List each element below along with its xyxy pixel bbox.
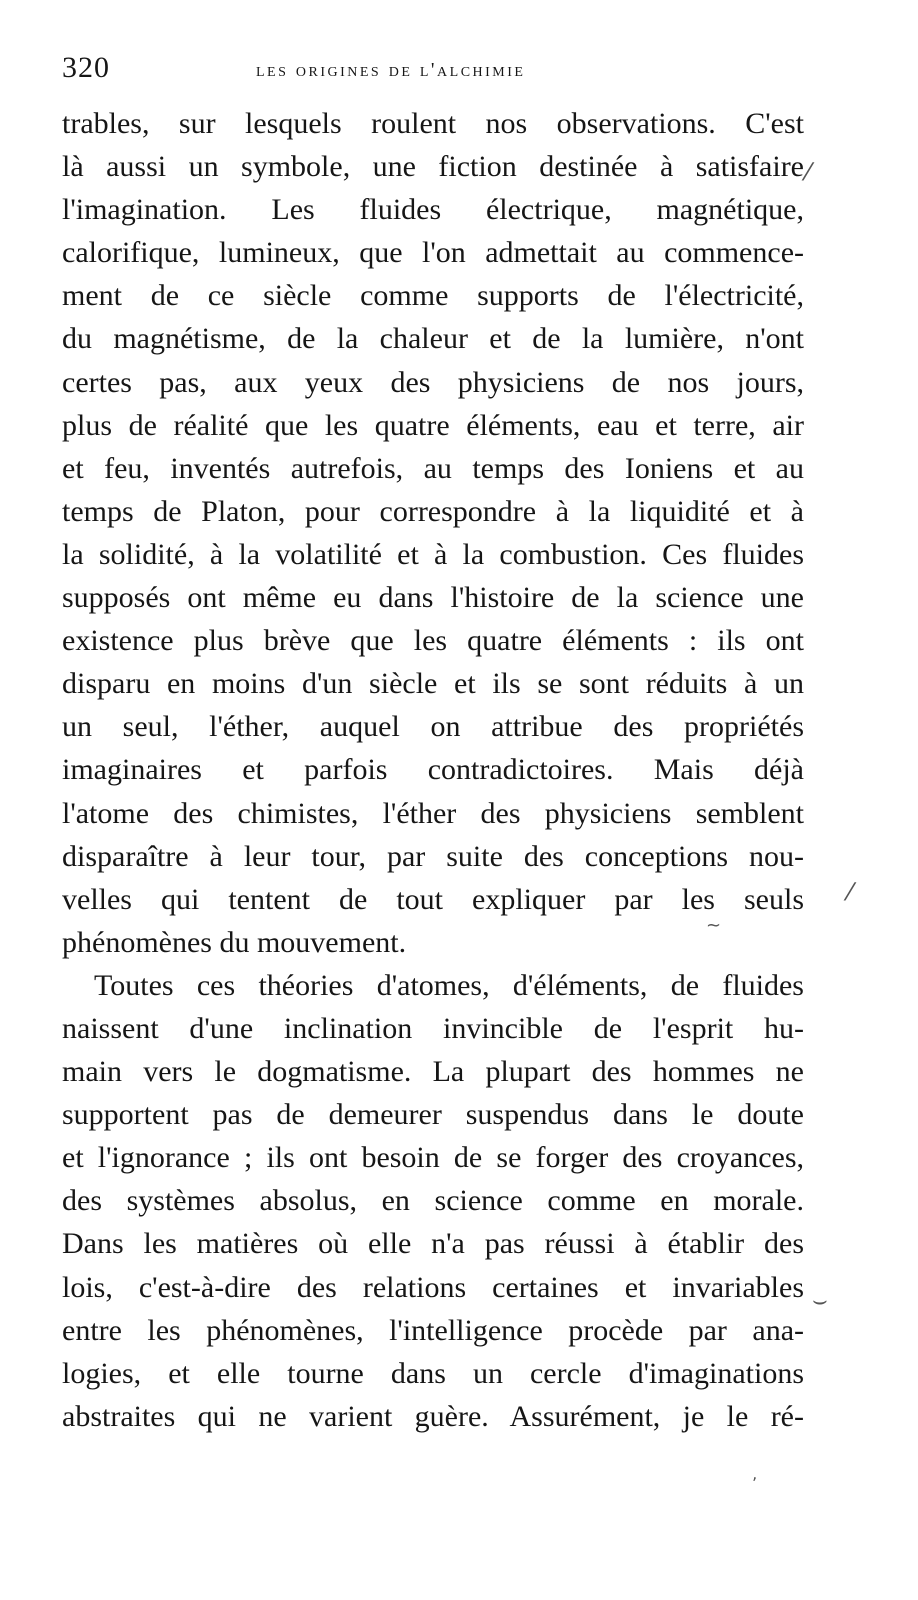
text-line: main vers le dogmatisme. La plupart des hommes ne (62, 1055, 804, 1089)
text-line: l'imagination. Les fluides électrique, magnétique, (62, 193, 804, 227)
text-line: disparu en moins d'un siècle et ils se sont réduits à un (62, 667, 804, 701)
text-line: imaginaires et parfois contradictoires. Mais déjà (62, 753, 804, 787)
text-line: lois, c'est-à-dire des relations certaines et invariables (62, 1270, 804, 1304)
text-line: là aussi un symbole, une fiction destinée à satisfaire (62, 150, 804, 184)
text-line: naissent d'une inclination invincible de l'esprit hu- (62, 1011, 804, 1045)
pencil-mark-icon: ⌣ (812, 1286, 828, 1314)
text-line: Dans les matières où elle n'a pas réussi à établir des (62, 1227, 804, 1261)
text-line: supportent pas de demeurer suspendus dans le doute (62, 1098, 804, 1132)
text-line: un seul, l'éther, auquel on attribue des propriétés (62, 710, 804, 744)
text-line: phénomènes du mouvement. (62, 925, 407, 959)
paragraph-2 (62, 964, 804, 1438)
body-text (62, 102, 804, 1438)
pencil-mark-icon: ʼ (752, 1474, 758, 1493)
text-line: l'atome des chimistes, l'éther des physiciens semblent (62, 796, 804, 830)
text-line: et feu, inventés autrefois, au temps des Ioniens et au (62, 451, 804, 485)
text-line: temps de Platon, pour correspondre à la liquidité et à (62, 494, 804, 528)
text-line: Toutes ces théories d'atomes, d'éléments, de fluides (94, 968, 804, 1002)
text-line: et l'ignorance ; ils ont besoin de se forger des croyances, (62, 1141, 804, 1175)
text-line: abstraites qui ne varient guère. Assurément, je le ré- (62, 1399, 804, 1433)
text-line: disparaître à leur tour, par suite des conceptions nou- (62, 839, 804, 873)
running-title: les origines de l'alchimie (256, 59, 526, 81)
pencil-mark-icon: ⁄ (848, 878, 853, 906)
text-line: du magnétisme, de la chaleur et de la lumière, n'ont (62, 322, 804, 356)
text-line: plus de réalité que les quatre éléments, eau et terre, air (62, 408, 804, 442)
text-line: supposés ont même eu dans l'histoire de la science une (62, 581, 804, 615)
text-line: trables, sur lesquels roulent nos observations. C'est (62, 107, 804, 140)
text-line: la solidité, à la volatilité et à la combustion. Ces fluides (62, 537, 804, 571)
running-head (62, 48, 802, 88)
text-line: existence plus brève que les quatre éléments : ils ont (62, 624, 804, 658)
text-line: logies, et elle tourne dans un cercle d'imaginations (62, 1356, 804, 1390)
pencil-mark-icon: ~ (706, 915, 722, 936)
page-number: 320 (62, 51, 110, 84)
text-line: ment de ce siècle comme supports de l'électricité, (62, 279, 804, 313)
text-line: entre les phénomènes, l'intelligence procède par ana- (62, 1313, 804, 1347)
text-line: velles qui tentent de tout expliquer par les seuls (62, 882, 804, 916)
paragraph-1 (62, 102, 804, 964)
text-line: calorifique, lumineux, que l'on admettait au commence- (62, 236, 804, 270)
text-line: des systèmes absolus, en science comme en morale. (62, 1184, 804, 1218)
pencil-mark-icon: ⁄ (806, 158, 811, 186)
text-line: certes pas, aux yeux des physiciens de nos jours, (62, 365, 804, 399)
